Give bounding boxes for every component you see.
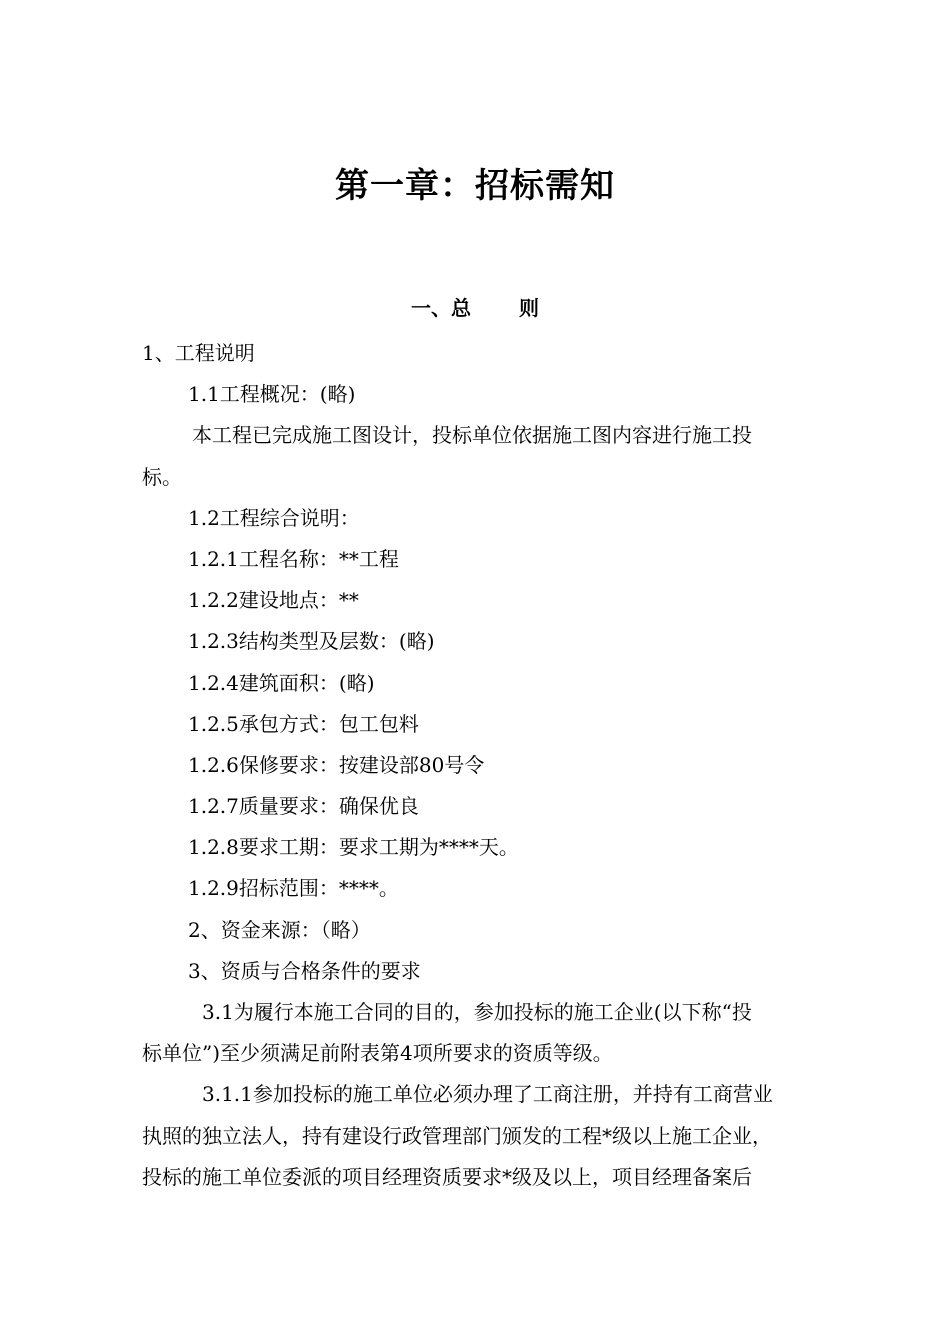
paragraph-line: 执照的独立法人，持有建设行政管理部门颁发的工程*级以上施工企业， <box>142 1123 772 1148</box>
paragraph-line: 1.2.9招标范围：****。 <box>188 876 399 901</box>
paragraph-line: 本工程已完成施工图设计，投标单位依据施工图内容进行施工投 <box>192 423 752 448</box>
section-title-part2: 则 <box>519 296 539 320</box>
paragraph-line: 1.2.6保修要求：按建设部80号令 <box>188 752 485 777</box>
paragraph-line: 1.2.1工程名称：**工程 <box>188 546 399 571</box>
paragraph-line: 3、资质与合格条件的要求 <box>188 958 421 983</box>
paragraph-line: 1.2.3结构类型及层数：(略) <box>188 629 435 654</box>
paragraph-line: 投标的施工单位委派的项目经理资质要求*级及以上，项目经理备案后 <box>142 1164 752 1189</box>
paragraph-line: 1.2.2建设地点：** <box>188 588 359 613</box>
paragraph-line: 1.2.7质量要求：确保优良 <box>188 794 419 819</box>
paragraph-line: 3.1.1参加投标的施工单位必须办理了工商注册，并持有工商营业 <box>202 1082 773 1107</box>
chapter-title: 第一章：招标需知 <box>335 166 615 206</box>
paragraph-line: 1.2工程综合说明： <box>188 505 360 530</box>
paragraph-line: 1.2.4建筑面积：(略) <box>188 670 375 695</box>
paragraph-line: 标。 <box>142 464 182 489</box>
paragraph-line: 2、资金来源：（略） <box>188 917 371 942</box>
paragraph-line: 1.2.5承包方式：包工包料 <box>188 711 419 736</box>
paragraph-line: 1.2.8要求工期：要求工期为****天。 <box>188 835 519 860</box>
section-title <box>0 292 950 324</box>
paragraph-line: 3.1为履行本施工合同的目的，参加投标的施工企业(以下称“投 <box>202 1000 752 1024</box>
paragraph-line: 1、工程说明 <box>142 341 255 365</box>
paragraph-line: 1.1工程概况：(略) <box>188 382 356 407</box>
document-body <box>142 333 842 1198</box>
section-title-part1: 一、总 <box>411 296 471 320</box>
paragraph-line: 标单位”)至少须满足前附表第4项所要求的资质等级。 <box>142 1041 613 1066</box>
